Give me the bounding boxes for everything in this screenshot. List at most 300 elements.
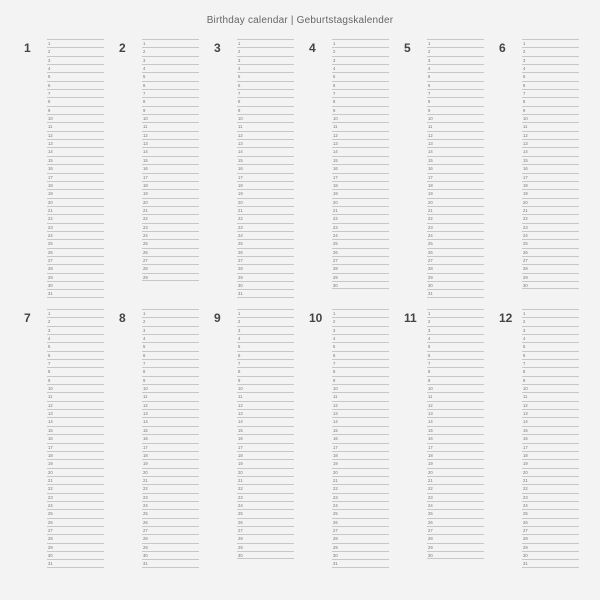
day-line[interactable]: 30 xyxy=(332,281,389,289)
day-line[interactable]: 27 xyxy=(142,526,199,534)
day-line[interactable]: 18 xyxy=(47,451,104,459)
day-line[interactable]: 2 xyxy=(47,47,104,55)
day-line[interactable]: 10 xyxy=(427,114,484,122)
day-line[interactable]: 25 xyxy=(142,509,199,517)
day-line[interactable]: 27 xyxy=(332,256,389,264)
day-line[interactable]: 20 xyxy=(522,468,579,476)
day-line[interactable]: 26 xyxy=(427,518,484,526)
day-line[interactable]: 8 xyxy=(332,97,389,105)
day-line[interactable]: 19 xyxy=(237,459,294,467)
day-line[interactable]: 17 xyxy=(427,443,484,451)
day-line[interactable]: 6 xyxy=(332,351,389,359)
day-line[interactable]: 18 xyxy=(522,181,579,189)
day-line[interactable]: 12 xyxy=(47,401,104,409)
day-line[interactable]: 15 xyxy=(522,156,579,164)
day-line[interactable]: 30 xyxy=(237,551,294,559)
day-line[interactable]: 9 xyxy=(142,106,199,114)
day-line[interactable]: 10 xyxy=(332,384,389,392)
day-line[interactable]: 10 xyxy=(332,114,389,122)
day-line[interactable]: 20 xyxy=(47,468,104,476)
day-line[interactable]: 28 xyxy=(47,534,104,542)
day-line[interactable]: 14 xyxy=(522,147,579,155)
day-line[interactable]: 27 xyxy=(522,526,579,534)
day-line[interactable]: 4 xyxy=(47,64,104,72)
day-line[interactable]: 3 xyxy=(237,326,294,334)
day-line[interactable]: 17 xyxy=(142,443,199,451)
day-line[interactable]: 30 xyxy=(47,281,104,289)
day-line[interactable]: 3 xyxy=(522,56,579,64)
day-line[interactable]: 28 xyxy=(237,264,294,272)
day-line[interactable]: 29 xyxy=(47,273,104,281)
day-line[interactable]: 29 xyxy=(332,543,389,551)
day-line[interactable]: 29 xyxy=(142,543,199,551)
day-line[interactable]: 2 xyxy=(427,47,484,55)
day-line[interactable]: 12 xyxy=(522,401,579,409)
day-line[interactable]: 18 xyxy=(142,181,199,189)
day-line[interactable]: 27 xyxy=(47,256,104,264)
day-line[interactable]: 7 xyxy=(142,359,199,367)
day-line[interactable]: 21 xyxy=(427,476,484,484)
day-line[interactable]: 3 xyxy=(332,56,389,64)
day-line[interactable]: 5 xyxy=(237,342,294,350)
day-line[interactable]: 8 xyxy=(237,367,294,375)
day-line[interactable]: 3 xyxy=(142,326,199,334)
day-line[interactable]: 16 xyxy=(237,434,294,442)
day-line[interactable]: 9 xyxy=(332,106,389,114)
day-line[interactable]: 17 xyxy=(142,173,199,181)
day-line[interactable]: 14 xyxy=(142,417,199,425)
day-line[interactable]: 19 xyxy=(332,189,389,197)
day-line[interactable]: 25 xyxy=(237,509,294,517)
day-line[interactable]: 13 xyxy=(427,409,484,417)
day-line[interactable]: 13 xyxy=(332,139,389,147)
day-line[interactable]: 13 xyxy=(332,409,389,417)
day-line[interactable]: 13 xyxy=(142,139,199,147)
day-line[interactable]: 30 xyxy=(522,551,579,559)
day-line[interactable]: 2 xyxy=(332,317,389,325)
day-line[interactable]: 1 xyxy=(47,309,104,317)
day-line[interactable]: 21 xyxy=(332,476,389,484)
day-line[interactable]: 16 xyxy=(142,434,199,442)
day-line[interactable]: 2 xyxy=(332,47,389,55)
day-line[interactable]: 9 xyxy=(237,106,294,114)
day-line[interactable]: 18 xyxy=(332,451,389,459)
day-line[interactable]: 8 xyxy=(47,97,104,105)
day-line[interactable]: 14 xyxy=(332,147,389,155)
day-line[interactable]: 7 xyxy=(47,359,104,367)
day-line[interactable]: 22 xyxy=(522,214,579,222)
day-line[interactable]: 6 xyxy=(522,81,579,89)
day-line[interactable]: 6 xyxy=(237,351,294,359)
day-line[interactable]: 26 xyxy=(427,248,484,256)
day-line[interactable]: 7 xyxy=(332,89,389,97)
day-line[interactable]: 29 xyxy=(332,273,389,281)
day-line[interactable]: 14 xyxy=(427,417,484,425)
day-line[interactable]: 4 xyxy=(142,334,199,342)
day-line[interactable]: 23 xyxy=(142,223,199,231)
day-line[interactable]: 17 xyxy=(47,443,104,451)
day-line[interactable]: 5 xyxy=(47,342,104,350)
day-line[interactable]: 14 xyxy=(142,147,199,155)
day-line[interactable]: 23 xyxy=(427,493,484,501)
day-line[interactable]: 22 xyxy=(522,484,579,492)
day-line[interactable]: 2 xyxy=(237,317,294,325)
day-line[interactable]: 18 xyxy=(47,181,104,189)
day-line[interactable]: 22 xyxy=(142,484,199,492)
day-line[interactable]: 1 xyxy=(142,39,199,47)
day-line[interactable]: 31 xyxy=(47,289,104,297)
day-line[interactable]: 1 xyxy=(237,309,294,317)
day-line[interactable]: 5 xyxy=(522,342,579,350)
day-line[interactable]: 11 xyxy=(332,122,389,130)
day-line[interactable]: 28 xyxy=(522,264,579,272)
day-line[interactable]: 22 xyxy=(142,214,199,222)
day-line[interactable]: 16 xyxy=(332,434,389,442)
day-line[interactable]: 27 xyxy=(427,526,484,534)
day-line[interactable]: 2 xyxy=(427,317,484,325)
day-line[interactable]: 15 xyxy=(237,426,294,434)
day-line[interactable]: 2 xyxy=(142,47,199,55)
day-line[interactable]: 13 xyxy=(47,409,104,417)
day-line[interactable]: 18 xyxy=(522,451,579,459)
day-line[interactable]: 7 xyxy=(522,359,579,367)
day-line[interactable]: 8 xyxy=(522,367,579,375)
day-line[interactable]: 19 xyxy=(142,459,199,467)
day-line[interactable]: 11 xyxy=(427,122,484,130)
day-line[interactable]: 28 xyxy=(332,534,389,542)
day-line[interactable]: 12 xyxy=(427,131,484,139)
day-line[interactable]: 23 xyxy=(427,223,484,231)
day-line[interactable]: 13 xyxy=(237,409,294,417)
day-line[interactable]: 1 xyxy=(142,309,199,317)
day-line[interactable]: 25 xyxy=(427,509,484,517)
day-line[interactable]: 21 xyxy=(332,206,389,214)
day-line[interactable]: 29 xyxy=(427,543,484,551)
day-line[interactable]: 22 xyxy=(237,214,294,222)
day-line[interactable]: 26 xyxy=(142,518,199,526)
day-line[interactable]: 15 xyxy=(142,156,199,164)
day-line[interactable]: 30 xyxy=(142,551,199,559)
day-line[interactable]: 20 xyxy=(237,198,294,206)
day-line[interactable]: 7 xyxy=(142,89,199,97)
day-line[interactable]: 4 xyxy=(332,64,389,72)
day-line[interactable]: 20 xyxy=(427,198,484,206)
day-line[interactable]: 15 xyxy=(237,156,294,164)
day-line[interactable]: 5 xyxy=(142,72,199,80)
day-line[interactable]: 24 xyxy=(427,501,484,509)
day-line[interactable]: 12 xyxy=(237,401,294,409)
day-line[interactable]: 27 xyxy=(427,256,484,264)
day-line[interactable]: 4 xyxy=(522,334,579,342)
day-line[interactable]: 4 xyxy=(237,334,294,342)
day-line[interactable]: 11 xyxy=(47,392,104,400)
day-line[interactable]: 19 xyxy=(332,459,389,467)
day-line[interactable]: 29 xyxy=(427,273,484,281)
day-line[interactable]: 14 xyxy=(522,417,579,425)
day-line[interactable]: 19 xyxy=(427,459,484,467)
day-line[interactable]: 17 xyxy=(522,173,579,181)
day-line[interactable]: 28 xyxy=(47,264,104,272)
day-line[interactable]: 1 xyxy=(522,39,579,47)
day-line[interactable]: 23 xyxy=(47,493,104,501)
day-line[interactable]: 27 xyxy=(142,256,199,264)
day-line[interactable]: 27 xyxy=(332,526,389,534)
day-line[interactable]: 29 xyxy=(237,543,294,551)
day-line[interactable]: 6 xyxy=(427,81,484,89)
day-line[interactable]: 5 xyxy=(237,72,294,80)
day-line[interactable]: 31 xyxy=(332,559,389,567)
day-line[interactable]: 19 xyxy=(47,189,104,197)
day-line[interactable]: 1 xyxy=(47,39,104,47)
day-line[interactable]: 10 xyxy=(237,384,294,392)
day-line[interactable]: 1 xyxy=(332,309,389,317)
day-line[interactable]: 8 xyxy=(142,367,199,375)
day-line[interactable]: 9 xyxy=(47,376,104,384)
day-line[interactable]: 20 xyxy=(142,198,199,206)
day-line[interactable]: 9 xyxy=(237,376,294,384)
day-line[interactable]: 9 xyxy=(142,376,199,384)
day-line[interactable]: 25 xyxy=(47,509,104,517)
day-line[interactable]: 28 xyxy=(332,264,389,272)
day-line[interactable]: 21 xyxy=(522,476,579,484)
day-line[interactable]: 19 xyxy=(142,189,199,197)
day-line[interactable]: 15 xyxy=(427,426,484,434)
day-line[interactable]: 5 xyxy=(332,72,389,80)
day-line[interactable]: 25 xyxy=(332,509,389,517)
day-line[interactable]: 3 xyxy=(47,326,104,334)
day-line[interactable]: 4 xyxy=(237,64,294,72)
day-line[interactable]: 26 xyxy=(47,518,104,526)
day-line[interactable]: 8 xyxy=(427,367,484,375)
day-line[interactable]: 13 xyxy=(142,409,199,417)
day-line[interactable]: 21 xyxy=(427,206,484,214)
day-line[interactable]: 13 xyxy=(237,139,294,147)
day-line[interactable]: 3 xyxy=(427,326,484,334)
day-line[interactable]: 7 xyxy=(427,89,484,97)
day-line[interactable]: 8 xyxy=(47,367,104,375)
day-line[interactable]: 4 xyxy=(142,64,199,72)
day-line[interactable]: 18 xyxy=(332,181,389,189)
day-line[interactable]: 31 xyxy=(142,559,199,567)
day-line[interactable]: 14 xyxy=(427,147,484,155)
day-line[interactable]: 17 xyxy=(332,173,389,181)
day-line[interactable]: 15 xyxy=(522,426,579,434)
day-line[interactable]: 17 xyxy=(332,443,389,451)
day-line[interactable]: 25 xyxy=(522,509,579,517)
day-line[interactable]: 22 xyxy=(332,484,389,492)
day-line[interactable]: 3 xyxy=(427,56,484,64)
day-line[interactable]: 28 xyxy=(427,534,484,542)
day-line[interactable]: 10 xyxy=(522,384,579,392)
day-line[interactable]: 19 xyxy=(47,459,104,467)
day-line[interactable]: 11 xyxy=(237,392,294,400)
day-line[interactable]: 7 xyxy=(522,89,579,97)
day-line[interactable]: 6 xyxy=(427,351,484,359)
day-line[interactable]: 15 xyxy=(332,426,389,434)
day-line[interactable]: 22 xyxy=(427,484,484,492)
day-line[interactable]: 29 xyxy=(237,273,294,281)
day-line[interactable]: 25 xyxy=(47,239,104,247)
day-line[interactable]: 17 xyxy=(237,173,294,181)
day-line[interactable]: 16 xyxy=(427,164,484,172)
day-line[interactable]: 12 xyxy=(47,131,104,139)
day-line[interactable]: 5 xyxy=(332,342,389,350)
day-line[interactable]: 2 xyxy=(237,47,294,55)
day-line[interactable]: 28 xyxy=(237,534,294,542)
day-line[interactable]: 28 xyxy=(522,534,579,542)
day-line[interactable]: 10 xyxy=(142,384,199,392)
day-line[interactable]: 14 xyxy=(332,417,389,425)
day-line[interactable]: 24 xyxy=(332,231,389,239)
day-line[interactable]: 10 xyxy=(142,114,199,122)
day-line[interactable]: 28 xyxy=(427,264,484,272)
day-line[interactable]: 5 xyxy=(47,72,104,80)
day-line[interactable]: 3 xyxy=(237,56,294,64)
day-line[interactable]: 16 xyxy=(332,164,389,172)
day-line[interactable]: 21 xyxy=(47,476,104,484)
day-line[interactable]: 26 xyxy=(522,518,579,526)
day-line[interactable]: 4 xyxy=(332,334,389,342)
day-line[interactable]: 24 xyxy=(47,231,104,239)
day-line[interactable]: 4 xyxy=(47,334,104,342)
day-line[interactable]: 16 xyxy=(427,434,484,442)
day-line[interactable]: 20 xyxy=(522,198,579,206)
day-line[interactable]: 19 xyxy=(522,189,579,197)
day-line[interactable]: 1 xyxy=(427,39,484,47)
day-line[interactable]: 18 xyxy=(142,451,199,459)
day-line[interactable]: 11 xyxy=(522,122,579,130)
day-line[interactable]: 10 xyxy=(427,384,484,392)
day-line[interactable]: 19 xyxy=(522,459,579,467)
day-line[interactable]: 1 xyxy=(522,309,579,317)
day-line[interactable]: 11 xyxy=(142,392,199,400)
day-line[interactable]: 18 xyxy=(427,451,484,459)
day-line[interactable]: 24 xyxy=(142,231,199,239)
day-line[interactable]: 11 xyxy=(332,392,389,400)
day-line[interactable]: 11 xyxy=(237,122,294,130)
day-line[interactable]: 7 xyxy=(237,89,294,97)
day-line[interactable]: 5 xyxy=(427,72,484,80)
day-line[interactable]: 8 xyxy=(332,367,389,375)
day-line[interactable]: 9 xyxy=(427,106,484,114)
day-line[interactable]: 12 xyxy=(427,401,484,409)
day-line[interactable]: 18 xyxy=(427,181,484,189)
day-line[interactable]: 6 xyxy=(522,351,579,359)
day-line[interactable]: 3 xyxy=(522,326,579,334)
day-line[interactable]: 8 xyxy=(237,97,294,105)
day-line[interactable]: 3 xyxy=(142,56,199,64)
day-line[interactable]: 31 xyxy=(522,559,579,567)
day-line[interactable]: 23 xyxy=(47,223,104,231)
day-line[interactable]: 25 xyxy=(237,239,294,247)
day-line[interactable]: 9 xyxy=(332,376,389,384)
day-line[interactable]: 27 xyxy=(237,256,294,264)
day-line[interactable]: 20 xyxy=(142,468,199,476)
day-line[interactable]: 19 xyxy=(237,189,294,197)
day-line[interactable]: 2 xyxy=(47,317,104,325)
day-line[interactable]: 15 xyxy=(47,426,104,434)
day-line[interactable]: 24 xyxy=(237,231,294,239)
day-line[interactable]: 18 xyxy=(237,451,294,459)
day-line[interactable]: 31 xyxy=(237,289,294,297)
day-line[interactable]: 9 xyxy=(522,376,579,384)
day-line[interactable]: 12 xyxy=(142,401,199,409)
day-line[interactable]: 1 xyxy=(332,39,389,47)
day-line[interactable]: 30 xyxy=(427,281,484,289)
day-line[interactable]: 11 xyxy=(47,122,104,130)
day-line[interactable]: 26 xyxy=(47,248,104,256)
day-line[interactable]: 13 xyxy=(522,409,579,417)
day-line[interactable]: 12 xyxy=(522,131,579,139)
day-line[interactable]: 1 xyxy=(427,309,484,317)
day-line[interactable]: 15 xyxy=(332,156,389,164)
day-line[interactable]: 8 xyxy=(522,97,579,105)
day-line[interactable]: 15 xyxy=(47,156,104,164)
day-line[interactable]: 29 xyxy=(522,273,579,281)
day-line[interactable]: 7 xyxy=(47,89,104,97)
day-line[interactable]: 21 xyxy=(47,206,104,214)
day-line[interactable]: 7 xyxy=(332,359,389,367)
day-line[interactable]: 3 xyxy=(47,56,104,64)
day-line[interactable]: 22 xyxy=(237,484,294,492)
day-line[interactable]: 25 xyxy=(522,239,579,247)
day-line[interactable]: 12 xyxy=(142,131,199,139)
day-line[interactable]: 26 xyxy=(332,248,389,256)
day-line[interactable]: 29 xyxy=(47,543,104,551)
day-line[interactable]: 30 xyxy=(522,281,579,289)
day-line[interactable]: 6 xyxy=(237,81,294,89)
day-line[interactable]: 27 xyxy=(47,526,104,534)
day-line[interactable]: 23 xyxy=(332,223,389,231)
day-line[interactable]: 14 xyxy=(237,417,294,425)
day-line[interactable]: 24 xyxy=(142,501,199,509)
day-line[interactable]: 26 xyxy=(522,248,579,256)
day-line[interactable]: 10 xyxy=(522,114,579,122)
day-line[interactable]: 20 xyxy=(47,198,104,206)
day-line[interactable]: 11 xyxy=(522,392,579,400)
day-line[interactable]: 6 xyxy=(332,81,389,89)
day-line[interactable]: 30 xyxy=(237,281,294,289)
day-line[interactable]: 13 xyxy=(522,139,579,147)
day-line[interactable]: 1 xyxy=(237,39,294,47)
day-line[interactable]: 24 xyxy=(332,501,389,509)
day-line[interactable]: 16 xyxy=(522,164,579,172)
day-line[interactable]: 27 xyxy=(522,256,579,264)
day-line[interactable]: 16 xyxy=(237,164,294,172)
day-line[interactable]: 3 xyxy=(332,326,389,334)
day-line[interactable]: 4 xyxy=(522,64,579,72)
day-line[interactable]: 7 xyxy=(427,359,484,367)
day-line[interactable]: 23 xyxy=(522,223,579,231)
day-line[interactable]: 17 xyxy=(237,443,294,451)
day-line[interactable]: 11 xyxy=(142,122,199,130)
day-line[interactable]: 6 xyxy=(47,81,104,89)
day-line[interactable]: 24 xyxy=(427,231,484,239)
day-line[interactable]: 2 xyxy=(522,47,579,55)
day-line[interactable]: 30 xyxy=(47,551,104,559)
day-line[interactable]: 21 xyxy=(142,476,199,484)
day-line[interactable]: 12 xyxy=(237,131,294,139)
day-line[interactable]: 21 xyxy=(522,206,579,214)
day-line[interactable]: 8 xyxy=(142,97,199,105)
day-line[interactable]: 27 xyxy=(237,526,294,534)
day-line[interactable]: 6 xyxy=(47,351,104,359)
day-line[interactable]: 23 xyxy=(332,493,389,501)
day-line[interactable]: 20 xyxy=(427,468,484,476)
day-line[interactable]: 9 xyxy=(47,106,104,114)
day-line[interactable]: 30 xyxy=(332,551,389,559)
day-line[interactable]: 17 xyxy=(427,173,484,181)
